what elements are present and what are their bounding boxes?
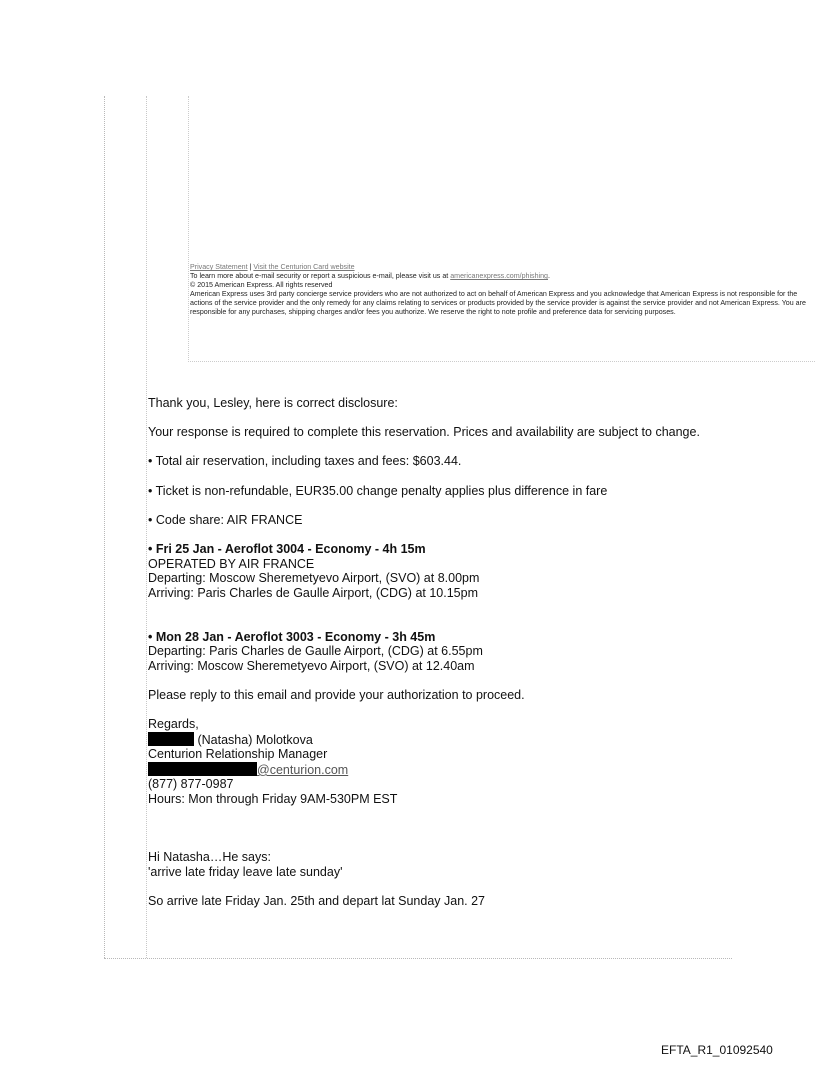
bullet-ticket: • Ticket is non-refundable, EUR35.00 change penalty applies plus difference in fare xyxy=(148,483,608,498)
privacy-statement-link[interactable]: Privacy Statement xyxy=(190,263,248,271)
footer-disclaimer-1: American Express uses 3rd party concierge service providers who are not authorized to act on behalf of American Express and you acknowledge that American Express is not responsible for the xyxy=(190,290,798,299)
flight1-header: • Fri 25 Jan - Aeroflot 3004 - Economy - 4h 15m xyxy=(148,541,426,556)
reply-line-1: Hi Natasha…He says: xyxy=(148,850,271,865)
required-line: Your response is required to complete this reservation. Prices and availability are subject to change. xyxy=(148,425,700,440)
flight2-depart: Departing: Paris Charles de Gaulle Airport, (CDG) at 6.55pm xyxy=(148,644,483,659)
signature-regards: Regards, xyxy=(148,717,199,732)
signature-email-line xyxy=(148,762,816,778)
flight2-arrive: Arriving: Moscow Sheremetyevo Airport, (SVO) at 12.40am xyxy=(148,658,475,673)
quote-border-bottom xyxy=(104,958,732,959)
security-text: To learn more about e-mail security or report a suspicious e-mail, please visit us at xyxy=(190,272,451,281)
flight1-operated: OPERATED BY AIR FRANCE xyxy=(148,556,315,571)
email-footer-frame xyxy=(188,96,816,362)
security-end: . xyxy=(548,272,550,281)
footer-disclaimer-3: responsible for any purchases, shipping charges and/or fees you authorize. We reserve the right to note profile and preference data for servicing purposes. xyxy=(190,308,676,317)
signature-name-line xyxy=(148,732,816,748)
signature-phone: (877) 877-0987 xyxy=(148,777,234,792)
email-body xyxy=(148,396,816,909)
phishing-link[interactable]: americanexpress.com/phishing xyxy=(450,272,549,281)
redaction-block xyxy=(148,762,257,776)
bullet-total: • Total air reservation, including taxes and fees: $603.44. xyxy=(148,454,462,469)
footer-links-row xyxy=(190,263,816,272)
footer-disclaimer-2: actions of the service provider and the only remedy for any claims relating to services or products provided by the service provider is against the service provider and not American Express. You are xyxy=(190,299,806,308)
quote-border-outer xyxy=(104,96,105,958)
reply-line-2: 'arrive late friday leave late sunday' xyxy=(148,865,343,879)
flight2-header: • Mon 28 Jan - Aeroflot 3003 - Economy - 3h 45m xyxy=(148,629,436,644)
email-footer xyxy=(190,263,816,318)
bullet-codeshare: • Code share: AIR FRANCE xyxy=(148,512,303,527)
footer-separator: | xyxy=(249,263,252,271)
footer-security-line xyxy=(190,272,816,281)
reply-line-3: So arrive late Friday Jan. 25th and depart lat Sunday Jan. 27 xyxy=(148,894,486,909)
flight1-arrive: Arriving: Paris Charles de Gaulle Airport, (CDG) at 10.15pm xyxy=(148,585,478,600)
signature-email-link[interactable]: @centurion.com xyxy=(257,762,349,777)
centurion-website-link[interactable]: Visit the Centurion Card website xyxy=(253,263,355,271)
signature-title: Centurion Relationship Manager xyxy=(148,747,328,762)
signature-hours: Hours: Mon through Friday 9AM-530PM EST xyxy=(148,792,398,807)
footer-copyright: © 2015 American Express. All rights reserved xyxy=(190,281,333,290)
signature-name: (Natasha) Molotkova xyxy=(194,732,313,747)
flight1-depart: Departing: Moscow Sheremetyevo Airport, (SVO) at 8.00pm xyxy=(148,571,480,586)
greeting-line: Thank you, Lesley, here is correct disclosure: xyxy=(148,396,398,410)
quote-border-inner xyxy=(146,96,147,958)
bates-number: EFTA_R1_01092540 xyxy=(661,1043,773,1057)
redaction-block xyxy=(148,732,194,746)
reply-request: Please reply to this email and provide your authorization to proceed. xyxy=(148,687,525,702)
